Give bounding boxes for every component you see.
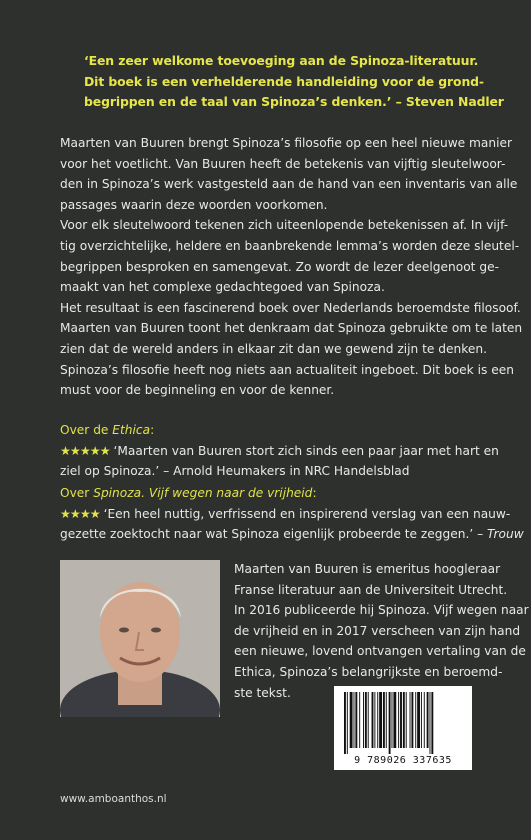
barcode-bar [377, 692, 378, 748]
featured-quote [84, 51, 504, 113]
barcode-bar [424, 692, 425, 748]
barcode-bars [334, 686, 472, 756]
blurb-line: Spinoza’s filosofie heeft nog niets aan actualiteit ingeboet. Dit boek is een [60, 362, 514, 377]
quote-line: Dit boek is een verhelderende handleiding voor de grond- [84, 73, 484, 89]
author-portrait-image [60, 560, 220, 717]
blurb-line: voor het voetlicht. Van Buuren heeft de betekenis van vijftig sleutelwoor- [60, 156, 506, 171]
barcode-bar [344, 692, 346, 754]
review-line: ziel op Spinoza.’ – Arnold Heumakers in NRC Handelsblad [60, 464, 410, 479]
barcode-bar [374, 692, 375, 748]
blurb-line: passages waarin deze woorden voorkomen. [60, 197, 328, 212]
barcode-bar [363, 692, 364, 748]
barcode-bar [389, 692, 391, 754]
barcode-bar [386, 692, 387, 748]
quote-line: begrippen en de taal van Spinoza’s denken.’ – Steven Nadler [84, 94, 504, 109]
review-line: ★★★★★ ‘Maarten van Buuren stort zich sinds een paar jaar met hart en [60, 443, 499, 458]
isbn-barcode [334, 686, 472, 770]
blurb-line: den in Spinoza’s werk vastgesteld aan de hand van een inventaris van alle [60, 177, 518, 192]
barcode-bar [400, 692, 402, 748]
bio-line: Franse literatuur aan de Universiteit Utrecht. [234, 582, 508, 597]
blurb-line: Maarten van Buuren toont het denkraam dat Spinoza gebruikte om te laten [60, 321, 523, 336]
barcode-bar [355, 692, 357, 748]
barcode-bar [359, 692, 360, 748]
barcode-bar [421, 692, 422, 748]
barcode-bar [383, 692, 385, 748]
barcode-bar [406, 692, 407, 748]
barcode-bar [393, 692, 396, 748]
bio-line: In 2016 publiceerde hij Spinoza. Vijf wegen naar [234, 603, 529, 618]
review-heading: Over Spinoza. Vijf wegen naar de vrijheid: [60, 486, 317, 500]
blurb-line: tig overzichtelijke, heldere en baanbrekende lemma’s worden deze sleutel- [60, 238, 520, 253]
barcode-bar [427, 692, 429, 748]
quote-line: ‘Een zeer welkome toevoeging aan de Spinoza-literatuur. [84, 53, 479, 68]
barcode-bar [410, 692, 411, 748]
barcode-bar [430, 692, 431, 754]
blurb-line: zien dat de wereld anders in elkaar zit dan we gewend zijn te denken. [60, 341, 487, 356]
review-line: gezette zoektocht naar wat Spinoza eigenlijk probeerde te zeggen.’ – Trouw [60, 527, 524, 542]
barcode-bar [411, 692, 413, 748]
barcode-bar [354, 692, 355, 748]
bio-line: een nieuwe, lovend ontvangen vertaling van de [234, 644, 526, 659]
publisher-website[interactable]: www.amboanthos.nl [60, 793, 167, 805]
bio-line: ste tekst. [234, 685, 291, 700]
barcode-bar [431, 692, 433, 754]
barcode-bar [350, 692, 353, 748]
barcode-bar [403, 692, 405, 748]
review-ethica [60, 420, 499, 482]
blurb [60, 133, 523, 401]
barcode-bar [372, 692, 374, 748]
review-line: ★★★★ ‘Een heel nuttig, verfrissend en inspirerend verslag van een nauw- [60, 506, 511, 521]
blurb-line: Het resultaat is een fascinerend boek over Nederlands beroemdste filosoof. [60, 300, 521, 315]
barcode-bar [417, 692, 420, 748]
barcode-bar [415, 692, 416, 748]
isbn-number: 9 789026 337635 [354, 755, 452, 766]
barcode-bar [347, 692, 348, 754]
blurb-line: begrippen besproken en samengevat. Zo wordt de lezer deelgenoot ge- [60, 259, 499, 274]
blurb-line: Voor elk sleutelwoord tekenen zich uiteenlopende betekenissen af. In vijf- [60, 218, 509, 233]
blurb-line: must voor de beginneling en voor de kenner. [60, 383, 335, 398]
barcode-bar [392, 692, 393, 748]
bio-line: Maarten van Buuren is emeritus hoogleraar [234, 562, 501, 576]
barcode-bar [365, 692, 367, 748]
barcode-bar [368, 692, 369, 748]
blurb-line: maakt van het complexe gedachtegoed van Spinoza. [60, 280, 385, 295]
author-photo [60, 560, 220, 717]
barcode-bar [398, 692, 399, 748]
star-rating: ★★★★★ [60, 443, 110, 458]
review-heading: Over de Ethica: [60, 423, 155, 437]
bio-line: Ethica, Spinoza’s belangrijkste en beroemd- [234, 664, 503, 679]
blurb-line: Maarten van Buuren brengt Spinoza’s filosofie op een heel nieuwe manier [60, 136, 513, 150]
barcode-bar [379, 692, 382, 748]
bio-line: de vrijheid en in 2017 verscheen van zijn hand [234, 623, 521, 638]
review-vijf-wegen [60, 483, 524, 545]
star-rating: ★★★★ [60, 506, 100, 521]
author-bio [234, 559, 529, 703]
